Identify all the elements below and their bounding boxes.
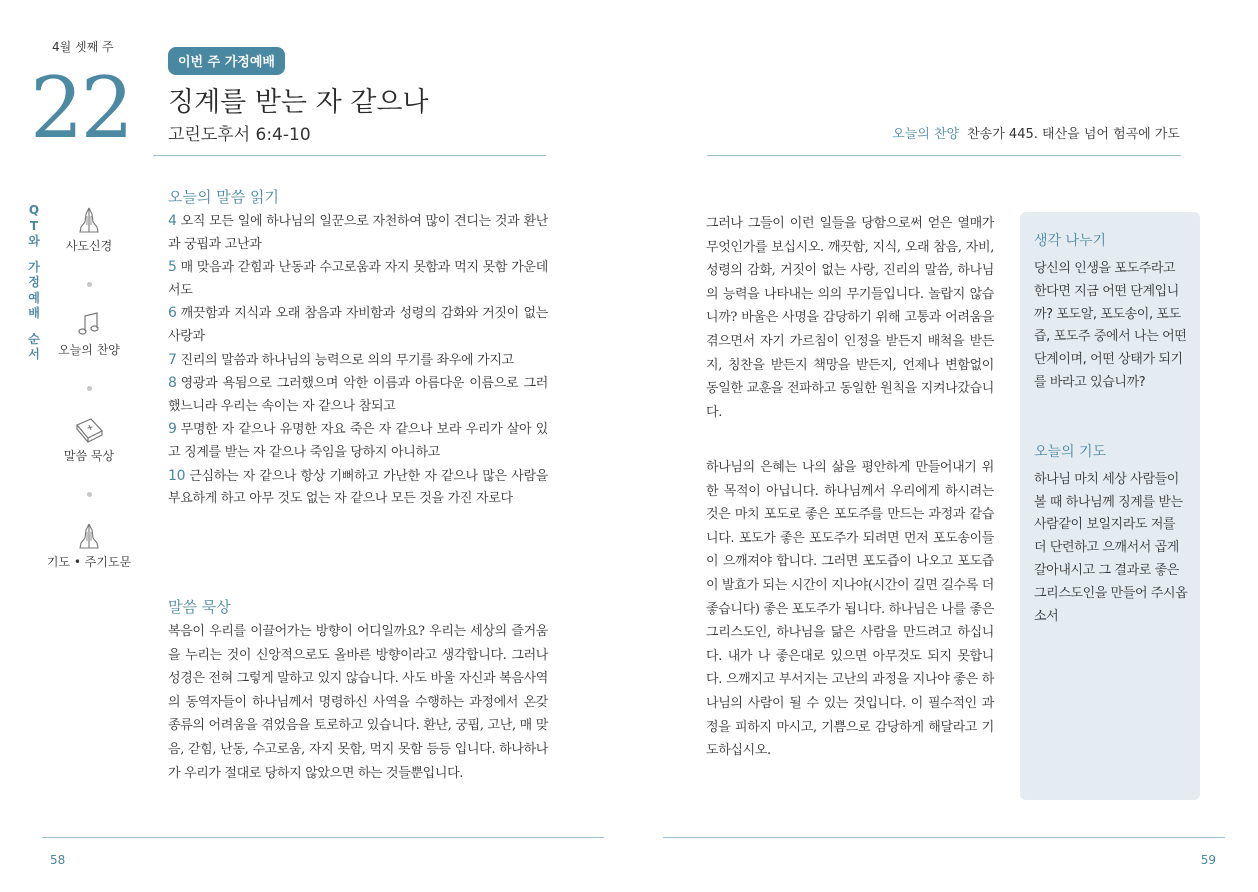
verse-number: 4 — [168, 213, 177, 229]
vertical-char: 정 — [28, 275, 40, 289]
page-title: 징계를 받는 자 같으나 — [168, 87, 429, 118]
verse-text: 진리의 말씀과 하나님의 능력으로 의의 무기를 좌우에 가지고 — [180, 352, 514, 368]
meditation-paragraph: 그러나 그들이 이런 일들을 당함으로써 얻은 열매가 무엇인가를 보십시오. 깨끗함, 지식, 오래 참음, 자비, 성령의 감화, 거짓이 없는 사랑, 진리의 말씀, 하나님의 능력을 나타내는 의의 무기들입니다. 놀랍지 않습니까? 바울은 사명을 감당하기 위해 고통과 어려움을 겪으면서 자기 가르침이 인정을 받든지 배척을 받든지, 칭찬을 받든지 책망을 받든지, 언제나 변함없이 동일한 교훈을 전파하고 동일한 원칙을 지켜나갔습니다. — [706, 216, 994, 420]
footer-rule-left — [42, 837, 604, 838]
hymn-label: 오늘의 찬양 — [892, 127, 960, 142]
reading-heading: 오늘의 말씀 읽기 — [168, 188, 279, 206]
vertical-char: 배 — [28, 306, 40, 320]
meditation-paragraph: 하나님의 은혜는 나의 삶을 평안하게 만들어내기 위한 목적이 아닙니다. 하나님께서 우리에게 하시려는 것은 마치 포도로 좋은 포도주를 만드는 과정과 같습니다. 포도가 좋은 포도주가 되려면 먼저 포도송이들이 으깨져야 합니다. 그러면 포도즙이 나오고 포도즙이 발효가 되는 시간이 지나야(시간이 길면 길수록 더 좋습니다) 좋은 포도주가 됩니다. 하나님은 나를 좋은 그리스도인, 하나님을 닮은 사람을 만드려고 하십니다. 내가 나 좋은대로 있으면 아무것도 되지 못합니다. 으깨지고 부서지는 고난의 과정을 지나야 좋은 하나님의 사람이 될 수 있는 것입니다. 이 필수적인 과정을 피하지 마시고, 기쁨으로 감당하게 해달라고 기도하십시오. — [706, 460, 994, 759]
share-text: 당신의 인생을 포도주라고 한다면 지금 어떤 단계입니까? 포도알, 포도송이, 포도즙, 포도주 중에서 나는 어떤 단계이며, 어떤 상태가 되기를 바라고 있습니까? — [1034, 261, 1187, 390]
music-note-icon — [76, 311, 102, 339]
divider-dot — [87, 492, 92, 497]
page-number-right: 59 — [1200, 853, 1216, 867]
verse — [168, 210, 548, 256]
vertical-char: 순 — [28, 331, 40, 346]
praying-hands-icon — [74, 521, 104, 551]
verse — [168, 418, 548, 464]
verse-number: 9 — [168, 421, 177, 438]
verse-number: 6 — [168, 305, 177, 322]
verse — [168, 465, 548, 511]
nav-item-prayer — [47, 521, 131, 570]
footer-rule-right — [663, 837, 1225, 838]
vertical-char: T — [29, 218, 39, 233]
divider-dot — [87, 386, 92, 391]
day-number: 22 — [30, 59, 131, 157]
worship-order-nav — [46, 205, 132, 570]
hymn-text: 찬송가 445. 태산을 넘어 험곡에 가도 — [967, 127, 1180, 142]
header-rule-right — [707, 155, 1181, 156]
vertical-char: 서 — [28, 347, 40, 361]
verse-number: 5 — [168, 259, 177, 276]
prayer-heading: 오늘의 기도 — [1034, 443, 1107, 460]
verse-text: 깨끗함과 지식과 오래 참음과 자비함과 성령의 감화와 거짓이 없는 사랑과 — [168, 306, 548, 344]
share-heading: 생각 나누기 — [1034, 233, 1107, 249]
vertical-label — [26, 203, 42, 363]
verse — [168, 256, 548, 302]
vertical-char: 가 — [28, 259, 40, 274]
page-number-left: 58 — [50, 853, 66, 867]
nav-label: 기도 • 주기도문 — [46, 555, 132, 569]
verse-text: 근심하는 자 같으나 항상 기뻐하고 가난한 자 같으나 많은 사람을 부요하게 하고 아무 것도 없는 자 같으나 모든 것을 가진 자로다 — [168, 468, 548, 507]
header-rule-left — [153, 155, 546, 156]
reflection-box — [1020, 212, 1200, 800]
nav-label: 오늘의 찬양 — [58, 343, 120, 357]
nav-item-apostles-creed — [66, 205, 112, 254]
bible-book-icon — [73, 415, 105, 445]
verse-number: 8 — [168, 375, 177, 392]
hymn-line — [892, 123, 1180, 142]
nav-item-hymn — [58, 311, 120, 358]
vertical-char: 예 — [28, 290, 40, 305]
verse-text: 무명한 자 같으나 유명한 자요 죽은 자 같으나 보라 우리가 살아 있고 징계를 받는 자 같으나 죽임을 당하지 아니하고 — [168, 422, 548, 460]
nav-label: 사도신경 — [65, 239, 113, 253]
verse-text: 오직 모든 일에 하나님의 일꾼으로 자천하여 많이 견디는 것과 환난과 궁핍과 고난과 — [168, 214, 548, 252]
verse-number: 10 — [168, 467, 186, 484]
meditation-paragraph: 복음이 우리를 이끌어가는 방향이 어디일까요? 우리는 세상의 즐거움을 누리는 것이 신앙적으로도 올바른 방향이라고 생각합니다. 그러나 성경은 전혀 그렇게 말하고 있지 않습니다. 사도 바울 자신과 복음사역의 동역자들이 하나님께서 명령하신 사역을 수행하는 과정에서 온갖 종류의 어려움을 겪었음을 토로하고 있습니다. 환난, 궁핍, 고난, 매 맞음, 갇힘, 난동, 수고로움, 자지 못함, 먹지 못함 등등 입니다. 하나하나가 우리가 절대로 당하지 않았으면 하는 것들뿐입니다. — [168, 624, 548, 781]
prayer-text: 하나님 마치 세상 사람들이 볼 때 하나님께 징계를 받는 사람같이 보일지라도 저를 더 단련하고 으깨서서 곱게 갈아내시고 그 결과로 좋은 그리스도인을 만들어 주시옵소서 — [1034, 471, 1188, 624]
divider-dot — [87, 282, 92, 287]
vertical-char: 와 — [28, 234, 40, 248]
verse — [168, 372, 548, 418]
section-badge: 이번 주 가정예배 — [168, 47, 285, 75]
praying-hands-icon — [74, 205, 104, 235]
nav-label: 말씀 묵상 — [63, 449, 115, 463]
verse-list — [168, 210, 548, 511]
meditation-heading: 말씀 묵상 — [168, 598, 231, 616]
verse-text: 매 맞음과 갇힘과 난동과 수고로움과 자지 못함과 먹지 못함 가운데서도 — [168, 260, 548, 298]
vertical-char: Q — [28, 203, 40, 217]
scripture-reference: 고린도후서 6:4-10 — [168, 125, 311, 145]
verse — [168, 349, 548, 373]
verse — [168, 302, 548, 348]
week-label: 4월 셋째 주 — [52, 40, 114, 54]
verse-number: 7 — [168, 351, 177, 368]
nav-item-meditation — [64, 415, 114, 464]
verse-text: 영광과 욕됨으로 그러했으며 악한 이름과 아름다운 이름으로 그러했느니라 우리는 속이는 자 같으나 참되고 — [168, 376, 548, 414]
